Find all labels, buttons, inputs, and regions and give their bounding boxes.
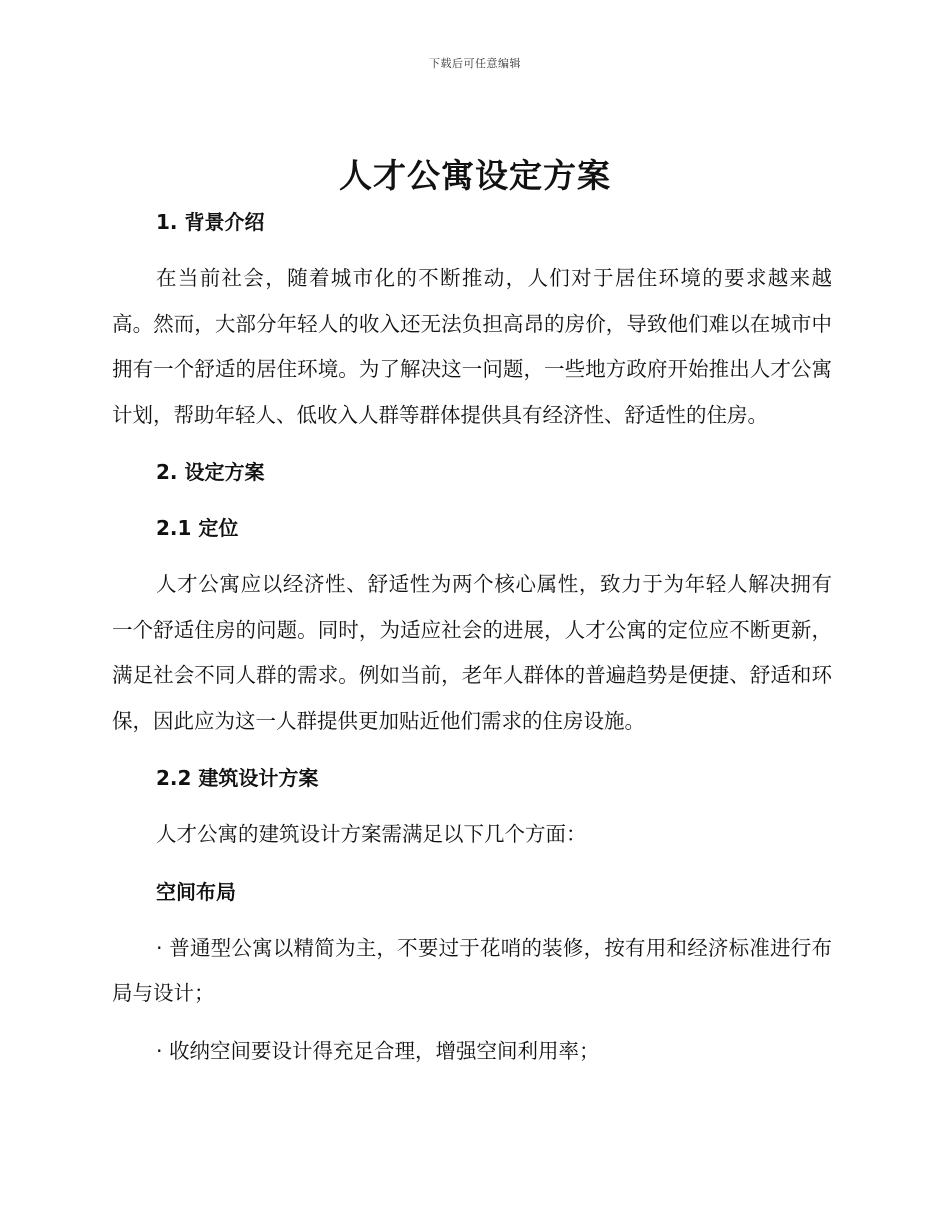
paragraph-background: 在当前社会，随着城市化的不断推动，人们对于居住环境的要求越来越高。然而，大部分年轻人的收入还无法负担高昂的房价，导致他们难以在城市中拥有一个舒适的居住环境。为了解决这一问题，一些地方政府开始推出人才公寓计划，帮助年轻人、低收入人群等群体提供具有经济性、舒适性的住房。 [112,266,832,427]
document-body [112,200,832,1074]
bullet-item: · 收纳空间要设计得充足合理，增强空间利用率； [156,1038,600,1063]
header-note: 下载后可任意编辑 [429,57,521,70]
paragraph-architecture-intro: 人才公寓的建筑设计方案需满足以下几个方面： [156,822,587,846]
section-heading-background: 1. 背景介绍 [156,210,265,234]
document-title: 人才公寓设定方案 [339,156,611,195]
paragraph-positioning: 人才公寓应以经济性、舒适性为两个核心属性，致力于为年轻人解决拥有一个舒适住房的问题。同时，为适应社会的进展，人才公寓的定位应不断更新，满足社会不同人群的需求。例如当前，老年人群体的普遍趋势是便捷、舒适和环保，因此应为这一人群提供更加贴近他们需求的住房设施。 [112,572,832,733]
subsection-heading-architecture: 2.2 建筑设计方案 [156,766,319,790]
subsection-heading-positioning: 2.1 定位 [156,516,239,540]
section-heading-plan: 2. 设定方案 [156,460,265,484]
heading-space-layout: 空间布局 [156,879,236,904]
bullet-item: · 普通型公寓以精简为主，不要过于花哨的装修，按有用和经济标准进行布局与设计； [112,935,832,1005]
